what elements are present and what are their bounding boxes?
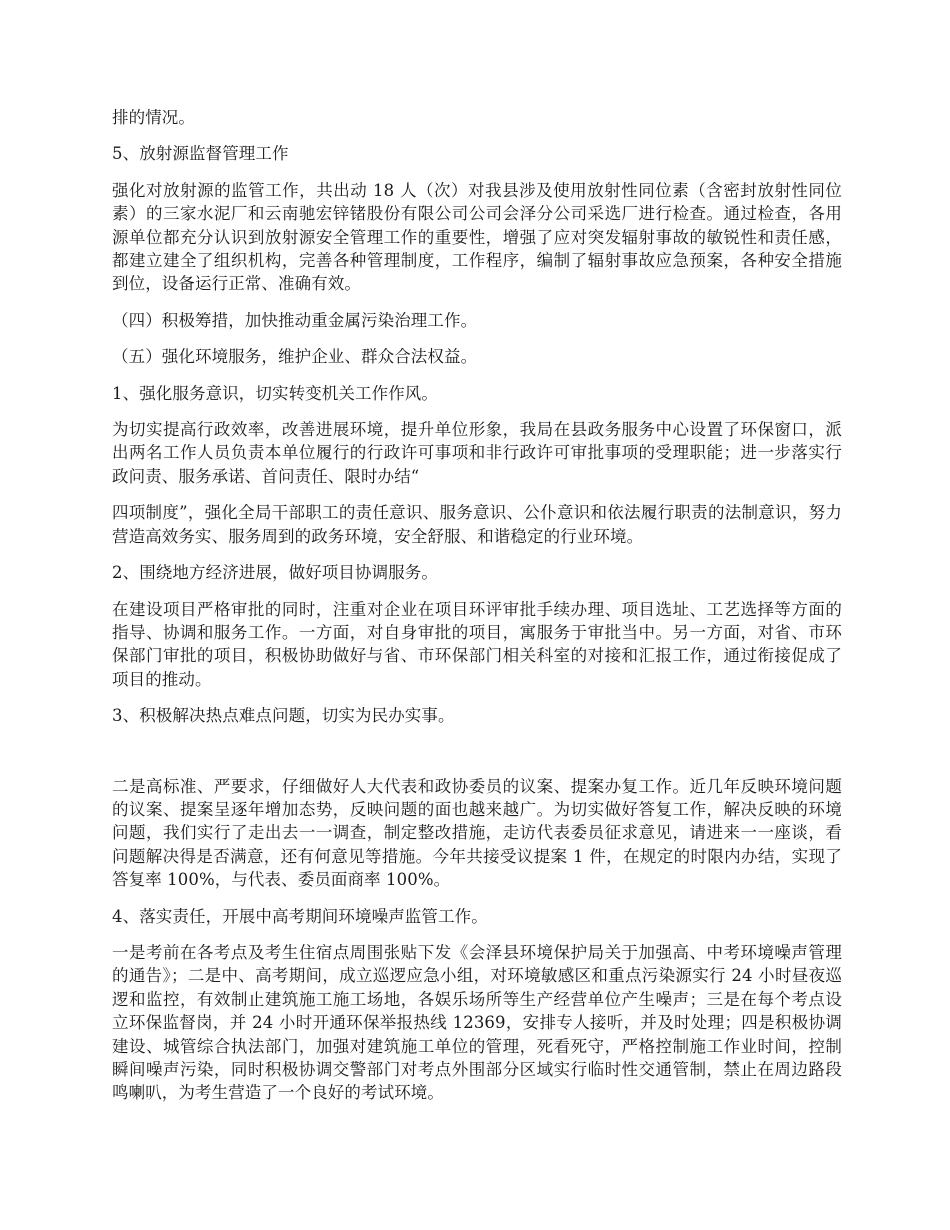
paragraph-radiation-source: 强化对放射源的监管工作，共出动 18 人（次）对我县涉及使用放射性同位素（含密封放射性同位素）的三家水泥厂和云南驰宏锌锗股份有限公司公司会泽分公司采选厂进行检查。通过检查，各用源单位都充分认识到放射源安全管理工作的重要性，增强了应对突发辐射事故的敏锐性和责任感，都建立建全了组织机构，完善各种管理制度，工作程序，编制了辐射事故应急预案，各种安全措施到位，设备运行正常、准确有效。: [112, 180, 842, 294]
heading-project-coordination: 2、围绕地方经济进展，做好项目协调服务。: [112, 563, 438, 583]
paragraph-continuation: 排的情况。: [112, 108, 195, 127]
paragraph-service-window: 为切实提高行政效率，改善进展环境，提升单位形象，我局在县政务服务中心设置了环保窗口，派出两名工作人员负责本单位履行的行政许可事项和非行政许可审批事项的受理职能；进一步落实行政问责、服务承诺、首问责任、限时办结“: [112, 420, 842, 486]
heading-service-awareness: 1、强化服务意识，切实转变机关工作作风。: [112, 383, 438, 403]
heading-hot-issues: 3、积极解决热点难点问题，切实为民办实事。: [112, 706, 455, 726]
heading-exam-noise: 4、落实责任，开展中高考期间环境噪声监管工作。: [112, 906, 488, 926]
paragraph-proposals: 二是高标准、严要求，仔细做好人大代表和政协委员的议案、提案办复工作。近几年反映环境问题的议案、提案呈逐年增加态势，反映问题的面也越来越广。为切实做好答复工作，解决反映的环境问题，我们实行了走出去一一调查，制定整改措施，走访代表委员征求意见，请进来一一座谈，看问题解决得是否满意，还有何意见等措施。今年共接受议提案 1 件，在规定的时限内办结，实现了答复率 100%，与代表、委员面商率 100%。: [112, 776, 842, 890]
heading-radiation-source: 5、放射源监督管理工作: [112, 144, 289, 164]
document-body: [112, 106, 842, 1118]
blank-gap: [112, 741, 842, 775]
heading-heavy-metal: （四）积极筹措，加快推动重金属污染治理工作。: [112, 310, 478, 330]
paragraph-exam-noise: 一是考前在各考点及考生住宿点周围张贴下发《会泽县环境保护局关于加强高、中考环境噪声管理的通告》；二是中、高考期间，成立巡逻应急小组，对环境敏感区和重点污染源实行 24 小时昼夜巡逻和监控，有效制止建筑施工施工场地，各娱乐场所等生产经营单位产生噪声；三是在每个考点设立环保监督岗，并 24 小时开通环保举报热线 12369，安排专人接听，并及时处理；四是积极协调建设、城管综合执法部门，加强对建筑施工单位的管理，死看死守，严格控制施工作业时间，控制瞬间噪声污染，同时积极协调交警部门对考点外围部分区域实行临时性交通管制，禁止在周边路段鸣喇叭，为考生营造了一个良好的考试环境。: [112, 942, 842, 1103]
paragraph-project-coordination: 在建设项目严格审批的同时，注重对企业在项目环评审批手续办理、项目选址、工艺选择等方面的指导、协调和服务工作。一方面，对自身审批的项目，寓服务于审批当中。另一方面，对省、市环保部门审批的项目，积极协助做好与省、市环保部门相关科室的对接和汇报工作，通过衔接促成了项目的推动。: [112, 599, 842, 689]
heading-environment-service: （五）强化环境服务，维护企业、群众合法权益。: [112, 347, 478, 367]
paragraph-four-systems: 四项制度”，强化全局干部职工的责任意识、服务意识、公仆意识和依法履行职责的法制意识，努力营造高效务实、服务周到的政务环境，安全舒服、和谐稳定的行业环境。: [112, 503, 842, 546]
